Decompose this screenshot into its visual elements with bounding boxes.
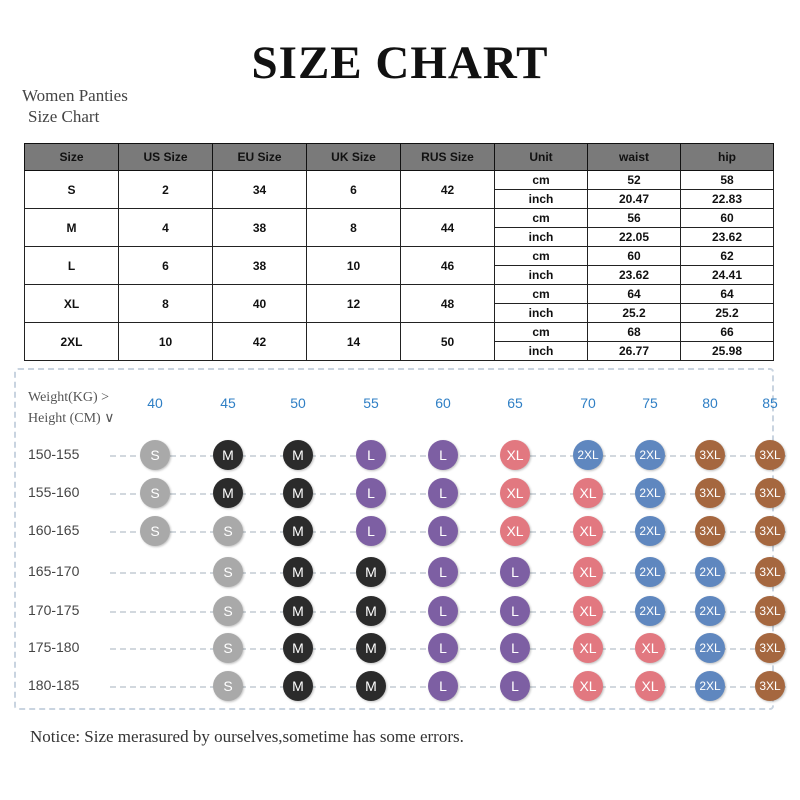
height-label: 175-180 — [28, 639, 80, 655]
table-row — [25, 247, 774, 266]
header-eu-size: EU Size — [213, 144, 307, 171]
cell-hip: 22.83 — [681, 190, 774, 209]
cell-waist: 23.62 — [588, 266, 681, 285]
size-badge: M — [283, 671, 313, 701]
cell-rus: 50 — [401, 323, 495, 361]
table-row — [25, 285, 774, 304]
size-badge: M — [283, 557, 313, 587]
subtitle-line2: Size Chart — [28, 107, 100, 126]
size-badge: XL — [635, 671, 665, 701]
cell-hip: 60 — [681, 209, 774, 228]
cell-waist: 26.77 — [588, 342, 681, 361]
height-label: 155-160 — [28, 484, 80, 500]
cell-waist: 20.47 — [588, 190, 681, 209]
cell-hip: 24.41 — [681, 266, 774, 285]
size-badge: 3XL — [755, 596, 785, 626]
cell-hip: 58 — [681, 171, 774, 190]
cell-unit: cm — [495, 171, 588, 190]
size-badge: 3XL — [755, 671, 785, 701]
size-table — [24, 143, 774, 361]
size-badge: 2XL — [635, 478, 665, 508]
cell-rus: 46 — [401, 247, 495, 285]
cell-unit: cm — [495, 285, 588, 304]
header-waist: waist — [588, 144, 681, 171]
subtitle-line1: Women Panties — [22, 86, 128, 105]
cell-unit: inch — [495, 304, 588, 323]
weight-label: 80 — [702, 395, 718, 411]
size-badge: M — [356, 633, 386, 663]
size-badge: L — [428, 633, 458, 663]
cell-unit: inch — [495, 342, 588, 361]
table-header-row — [25, 144, 774, 171]
cell-unit: cm — [495, 247, 588, 266]
size-badge: 2XL — [635, 516, 665, 546]
size-badge: 3XL — [755, 633, 785, 663]
cell-us: 4 — [119, 209, 213, 247]
cell-waist: 25.2 — [588, 304, 681, 323]
cell-eu: 34 — [213, 171, 307, 209]
cell-eu: 42 — [213, 323, 307, 361]
size-badge: S — [213, 633, 243, 663]
cell-eu: 38 — [213, 209, 307, 247]
cell-hip: 64 — [681, 285, 774, 304]
size-badge: L — [356, 478, 386, 508]
size-badge: 2XL — [635, 440, 665, 470]
size-badge: S — [213, 671, 243, 701]
height-label: 180-185 — [28, 677, 80, 693]
cell-unit: cm — [495, 209, 588, 228]
size-badge: XL — [635, 633, 665, 663]
weight-label: 50 — [290, 395, 306, 411]
size-badge: 2XL — [695, 557, 725, 587]
weight-axis-label: Weight(KG) > — [28, 390, 110, 405]
header-uk-size: UK Size — [307, 144, 401, 171]
size-badge: XL — [573, 478, 603, 508]
weight-label: 70 — [580, 395, 596, 411]
size-badge: XL — [573, 633, 603, 663]
size-badge: XL — [500, 516, 530, 546]
size-badge: 3XL — [695, 516, 725, 546]
weight-label: 85 — [762, 395, 778, 411]
size-badge: M — [213, 440, 243, 470]
size-badge: S — [213, 596, 243, 626]
size-badge: S — [140, 516, 170, 546]
size-badge: L — [500, 671, 530, 701]
size-badge: 3XL — [755, 516, 785, 546]
size-badge: M — [283, 440, 313, 470]
size-badge: 2XL — [573, 440, 603, 470]
size-badge: M — [283, 596, 313, 626]
cell-uk: 12 — [307, 285, 401, 323]
size-badge: M — [356, 671, 386, 701]
weight-label: 55 — [363, 395, 379, 411]
size-badge: XL — [573, 596, 603, 626]
cell-us: 10 — [119, 323, 213, 361]
header-rus-size: RUS Size — [401, 144, 495, 171]
cell-us: 2 — [119, 171, 213, 209]
cell-waist: 52 — [588, 171, 681, 190]
size-badge: 2XL — [695, 671, 725, 701]
size-badge: L — [356, 516, 386, 546]
height-label: 160-165 — [28, 522, 80, 538]
header-us-size: US Size — [119, 144, 213, 171]
size-badge: M — [283, 478, 313, 508]
cell-unit: inch — [495, 228, 588, 247]
size-badge: 2XL — [695, 633, 725, 663]
cell-size: L — [25, 247, 119, 285]
size-badge: 3XL — [755, 440, 785, 470]
weight-label: 75 — [642, 395, 658, 411]
cell-size: S — [25, 171, 119, 209]
header-size: Size — [25, 144, 119, 171]
size-badge: L — [428, 671, 458, 701]
height-label: 170-175 — [28, 602, 80, 618]
cell-unit: inch — [495, 190, 588, 209]
weight-label: 60 — [435, 395, 451, 411]
weight-label: 45 — [220, 395, 236, 411]
size-badge: 3XL — [695, 440, 725, 470]
cell-waist: 22.05 — [588, 228, 681, 247]
size-badge: S — [140, 440, 170, 470]
cell-waist: 60 — [588, 247, 681, 266]
height-label: 165-170 — [28, 563, 80, 579]
cell-waist: 68 — [588, 323, 681, 342]
notice-text: Notice: Size merasured by ourselves,sometime has some errors. — [30, 727, 464, 746]
cell-hip: 23.62 — [681, 228, 774, 247]
cell-us: 8 — [119, 285, 213, 323]
cell-rus: 42 — [401, 171, 495, 209]
height-axis-label: Height (CM) ∨ — [28, 411, 115, 426]
cell-waist: 56 — [588, 209, 681, 228]
size-badge: S — [140, 478, 170, 508]
cell-unit: inch — [495, 266, 588, 285]
size-badge: XL — [573, 516, 603, 546]
size-badge: 3XL — [755, 557, 785, 587]
table-row — [25, 209, 774, 228]
weight-label: 40 — [147, 395, 163, 411]
table-row — [25, 171, 774, 190]
size-badge: XL — [500, 440, 530, 470]
size-badge: XL — [500, 478, 530, 508]
size-badge: 3XL — [695, 478, 725, 508]
size-badge: M — [283, 516, 313, 546]
header-hip: hip — [681, 144, 774, 171]
size-badge: L — [500, 557, 530, 587]
cell-waist: 64 — [588, 285, 681, 304]
cell-rus: 48 — [401, 285, 495, 323]
cell-rus: 44 — [401, 209, 495, 247]
cell-size: XL — [25, 285, 119, 323]
cell-uk: 14 — [307, 323, 401, 361]
size-badge: 2XL — [635, 557, 665, 587]
cell-uk: 6 — [307, 171, 401, 209]
cell-us: 6 — [119, 247, 213, 285]
size-badge: M — [356, 557, 386, 587]
size-badge: L — [428, 557, 458, 587]
size-badge: L — [428, 596, 458, 626]
cell-hip: 25.98 — [681, 342, 774, 361]
size-badge: S — [213, 516, 243, 546]
header-unit: Unit — [495, 144, 588, 171]
cell-hip: 66 — [681, 323, 774, 342]
page-title: SIZE CHART — [251, 37, 549, 89]
size-badge: L — [500, 633, 530, 663]
cell-hip: 25.2 — [681, 304, 774, 323]
cell-eu: 38 — [213, 247, 307, 285]
weight-label: 65 — [507, 395, 523, 411]
size-badge: L — [356, 440, 386, 470]
size-badge: M — [356, 596, 386, 626]
size-badge: M — [213, 478, 243, 508]
size-badge: 2XL — [635, 596, 665, 626]
size-badge: L — [500, 596, 530, 626]
cell-hip: 62 — [681, 247, 774, 266]
cell-size: M — [25, 209, 119, 247]
cell-eu: 40 — [213, 285, 307, 323]
size-badge: L — [428, 440, 458, 470]
size-badge: 3XL — [755, 478, 785, 508]
cell-unit: cm — [495, 323, 588, 342]
cell-uk: 10 — [307, 247, 401, 285]
size-badge: S — [213, 557, 243, 587]
cell-size: 2XL — [25, 323, 119, 361]
cell-uk: 8 — [307, 209, 401, 247]
size-badge: XL — [573, 557, 603, 587]
size-badge: L — [428, 516, 458, 546]
size-badge: XL — [573, 671, 603, 701]
table-row — [25, 323, 774, 342]
height-label: 150-155 — [28, 446, 80, 462]
size-badge: L — [428, 478, 458, 508]
size-badge: M — [283, 633, 313, 663]
size-badge: 2XL — [695, 596, 725, 626]
